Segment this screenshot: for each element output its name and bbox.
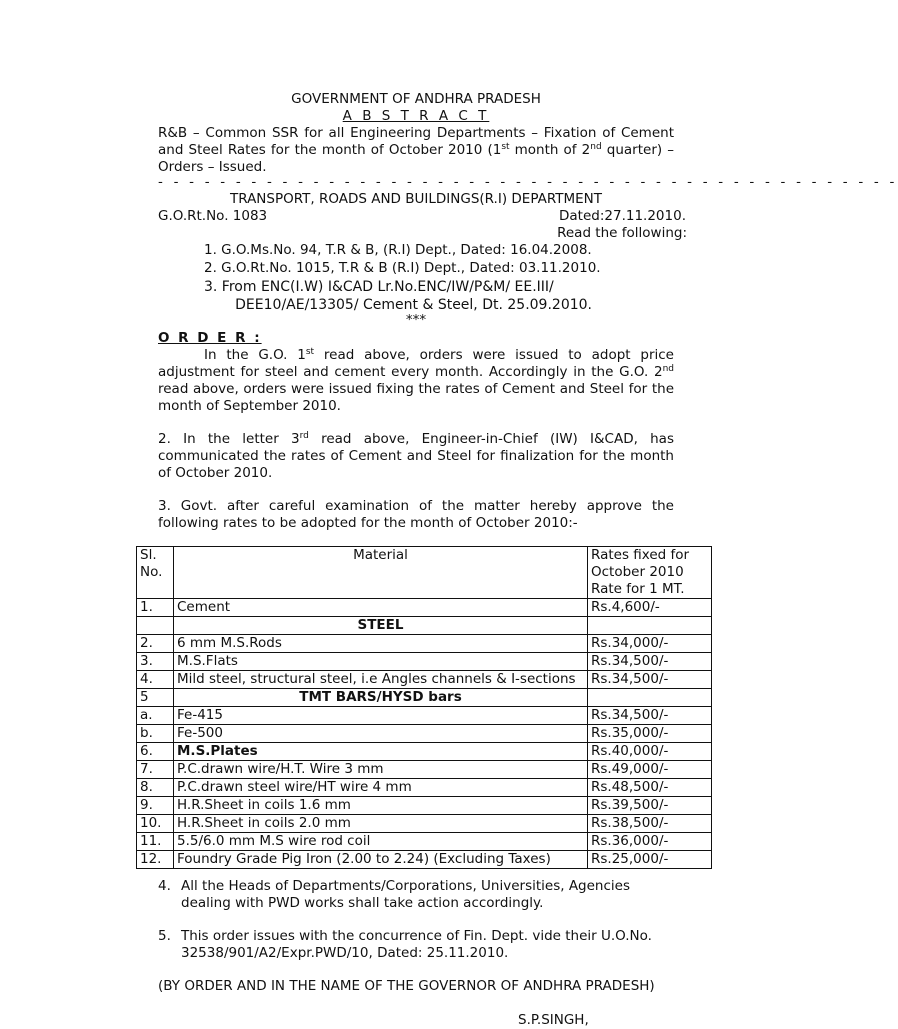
row-rate: Rs.38,500/- (588, 815, 712, 833)
row-material: P.C.drawn steel wire/HT wire 4 mm (174, 779, 588, 797)
row-sl-no: 10. (137, 815, 174, 833)
row-rate: Rs.40,000/- (588, 743, 712, 761)
table-row (137, 779, 712, 797)
table-row (137, 815, 712, 833)
signatory-name: S.P.SINGH, (518, 1012, 589, 1028)
row-sl-no: b. (137, 725, 174, 743)
row-material: M.S.Plates (174, 743, 588, 761)
table-row (137, 833, 712, 851)
rates-table (136, 546, 712, 869)
row-rate: Rs.34,500/- (588, 707, 712, 725)
row-rate (588, 617, 712, 635)
row-rate: Rs.34,000/- (588, 635, 712, 653)
row-rate: Rs.49,000/- (588, 761, 712, 779)
row-sl-no: 4. (137, 671, 174, 689)
reference-item: DEE10/AE/13305/ Cement & Steel, Dt. 25.09.2010. (204, 297, 592, 313)
row-sl-no: 12. (137, 851, 174, 869)
row-material: 6 mm M.S.Rods (174, 635, 588, 653)
reference-item: 2. G.O.Rt.No. 1015, T.R & B (R.I) Dept., Dated: 03.11.2010. (204, 260, 601, 276)
read-following: Read the following: (557, 225, 687, 241)
row-material: Cement (174, 599, 588, 617)
row-material: 5.5/6.0 mm M.S wire rod coil (174, 833, 588, 851)
row-rate: Rs.34,500/- (588, 671, 712, 689)
reference-item: 3. From ENC(I.W) I&CAD Lr.No.ENC/IW/P&M/ EE.III/ (204, 279, 554, 295)
table-row (137, 707, 712, 725)
header-rate: Rates fixed for October 2010 Rate for 1 MT. (588, 547, 712, 599)
row-material: Foundry Grade Pig Iron (2.00 to 2.24) (Excluding Taxes) (174, 851, 588, 869)
paragraph-4-number: 4. (158, 878, 171, 894)
stars-separator: *** (405, 312, 427, 328)
row-sl-no: 8. (137, 779, 174, 797)
row-rate: Rs.25,000/- (588, 851, 712, 869)
table-row (137, 851, 712, 869)
row-sl-no: 6. (137, 743, 174, 761)
row-material: Mild steel, structural steel, i.e Angles channels & I-sections (174, 671, 588, 689)
section-heading: STEEL (174, 617, 588, 635)
table-row (137, 761, 712, 779)
order-paragraph-2: 2. In the letter 3rd read above, Engineer-in-Chief (IW) I&CAD, has communicated the rates of Cement and Steel for finalization for the month of October 2010. (158, 431, 674, 481)
row-sl-no: 11. (137, 833, 174, 851)
order-paragraph-3: 3. Govt. after careful examination of the matter hereby approve the following rates to be adopted for the month of October 2010:- (158, 498, 674, 531)
row-rate: Rs.34,500/- (588, 653, 712, 671)
reference-list (204, 242, 601, 314)
table-row (137, 653, 712, 671)
row-sl-no: 9. (137, 797, 174, 815)
row-sl-no: a. (137, 707, 174, 725)
table-header-row (137, 547, 712, 599)
header-material: Material (174, 547, 588, 599)
table-section-row (137, 689, 712, 707)
row-rate (588, 689, 712, 707)
order-paragraph-1: In the G.O. 1st read above, orders were issued to adopt price adjustment for steel and cement every month. Accordingly in the G.O. 2nd read above, orders were issued fixing the rates of Cement and Steel for the month of September 2010. (158, 347, 674, 414)
table-row (137, 671, 712, 689)
reference-item: 1. G.O.Ms.No. 94, T.R & B, (R.I) Dept., Dated: 16.04.2008. (204, 242, 592, 258)
row-rate: Rs.35,000/- (588, 725, 712, 743)
table-section-row (137, 617, 712, 635)
row-rate: Rs.36,000/- (588, 833, 712, 851)
row-material: P.C.drawn wire/H.T. Wire 3 mm (174, 761, 588, 779)
row-material: Fe-500 (174, 725, 588, 743)
row-sl-no: 5 (137, 689, 174, 707)
paragraph-5-number: 5. (158, 928, 171, 944)
row-material: M.S.Flats (174, 653, 588, 671)
row-rate: Rs.48,500/- (588, 779, 712, 797)
order-heading: O R D E R : (158, 330, 262, 346)
row-sl-no: 1. (137, 599, 174, 617)
row-rate: Rs.39,500/- (588, 797, 712, 815)
row-material: Fe-415 (174, 707, 588, 725)
department-name: TRANSPORT, ROADS AND BUILDINGS(R.I) DEPARTMENT (229, 191, 602, 207)
separator-line: - - - - - - - - - - - - - - - - - - - - - - - - - - - - - - - - - - - - - - - - - - - - - - - - (158, 174, 898, 190)
paragraph-4: All the Heads of Departments/Corporations, Universities, Agencies dealing with PWD works shall take action accordingly. (181, 878, 631, 911)
go-date: Dated:27.11.2010. (559, 208, 686, 224)
row-sl-no: 2. (137, 635, 174, 653)
by-order-line: (BY ORDER AND IN THE NAME OF THE GOVERNOR OF ANDHRA PRADESH) (158, 978, 655, 994)
header-sl-no: Sl. No. (137, 547, 174, 599)
row-material: H.R.Sheet in coils 2.0 mm (174, 815, 588, 833)
table-row (137, 635, 712, 653)
row-sl-no (137, 617, 174, 635)
section-heading: TMT BARS/HYSD bars (174, 689, 588, 707)
row-sl-no: 3. (137, 653, 174, 671)
table-row (137, 725, 712, 743)
subject-paragraph: R&B – Common SSR for all Engineering Departments – Fixation of Cement and Steel Rates for the month of October 2010 (1st month of 2nd quarter) – Orders – Issued. (158, 125, 674, 175)
table-row (137, 743, 712, 761)
row-sl-no: 7. (137, 761, 174, 779)
go-number: G.O.Rt.No. 1083 (158, 208, 268, 224)
row-rate: Rs.4,600/- (588, 599, 712, 617)
government-heading: GOVERNMENT OF ANDHRA PRADESH (291, 91, 541, 107)
abstract-heading: A B S T R A C T (342, 108, 490, 124)
table-row (137, 599, 712, 617)
paragraph-5: This order issues with the concurrence of Fin. Dept. vide their U.O.No. 32538/901/A2/Expr.PWD/10, Dated: 25.11.2010. (181, 928, 652, 961)
row-material: H.R.Sheet in coils 1.6 mm (174, 797, 588, 815)
table-row (137, 797, 712, 815)
